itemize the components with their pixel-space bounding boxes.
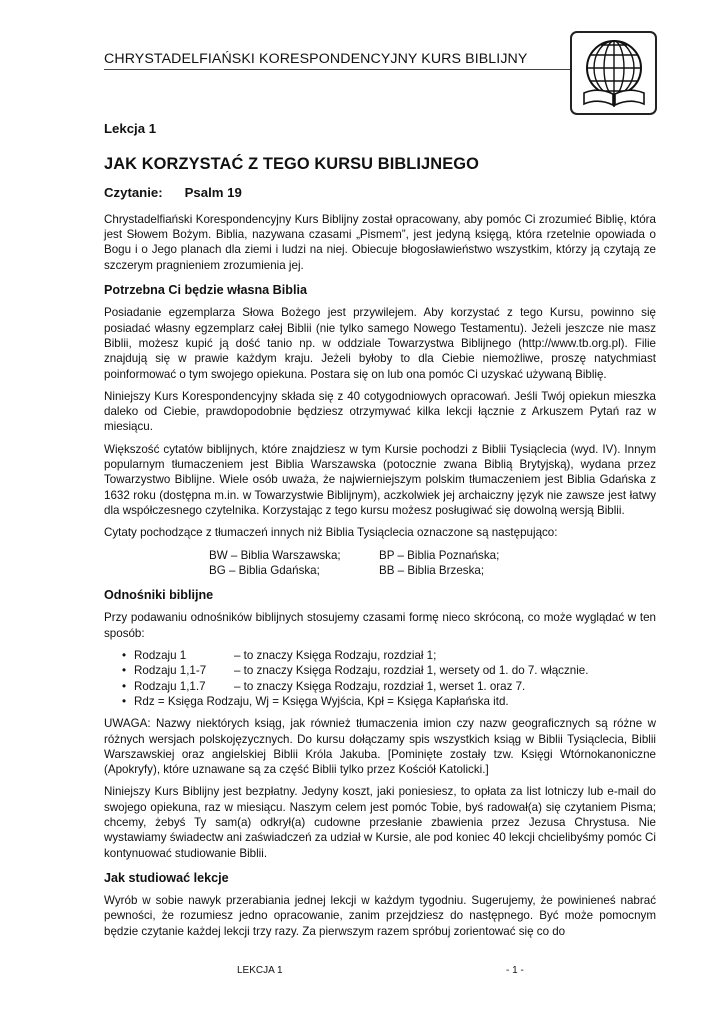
- bullet: •: [122, 649, 127, 663]
- abbrev-item: BW – Biblia Warszawska;: [209, 548, 341, 562]
- abbrev-item: BG – Biblia Gdańska;: [209, 563, 320, 577]
- list-item: [122, 663, 656, 678]
- reference-list: [122, 648, 656, 709]
- ref-term: Rdz = Księga Rodzaju, Wj = Księga Wyjścia, Kpł = Księga Kapłańska itd.: [134, 694, 509, 708]
- list-item: [122, 679, 656, 694]
- bullet: •: [122, 664, 127, 678]
- bullet: •: [122, 679, 127, 693]
- list-item: [122, 648, 656, 663]
- reading-label: Czytanie:: [104, 184, 163, 200]
- paragraph: Większość cytatów biblijnych, które znajdziesz w tym Kursie pochodzi z Biblii Tysiąclecia (wyd. IV). Innym popularnym tłumaczeniem jest Biblia Warszawska (potocznie zwana Biblią Brytyjską), wydana przez Towarzystwo Biblijne. Wiele osób uważa, że najwierniejszym polskim tłumaczeniem jest Biblia Gdańska z 1632 roku (dostępna m.in. w Towarzystwie Biblijnym), aczkolwiek jej archaiczny język nie zawsze jest łatwy dla współczesnego czytelnika. Korzystając z tego kursu możesz posługiwać się dowolną wersją Biblii.: [104, 442, 656, 517]
- page-title: JAK KORZYSTAĆ Z TEGO KURSU BIBLIJNEGO: [104, 155, 479, 174]
- ref-desc: – to znaczy Księga Rodzaju, rozdział 1, werset 1. oraz 7.: [234, 679, 526, 693]
- header-rule: [104, 69, 570, 70]
- ref-desc: – to znaczy Księga Rodzaju, rozdział 1;: [234, 649, 437, 663]
- bullet: •: [122, 694, 127, 708]
- paragraph: Przy podawaniu odnośników biblijnych stosujemy czasami formę nieco skróconą, co może wyglądać w ten sposób:: [104, 611, 656, 640]
- header-title: CHRYSTADELFIAŃSKI KORESPONDENCYJNY KURS BIBLIJNY: [104, 51, 528, 67]
- reading-line: [104, 185, 656, 200]
- lesson-label: Lekcja 1: [104, 121, 157, 136]
- intro-paragraph: Chrystadelfiański Korespondencyjny Kurs Biblijny został opracowany, aby pomóc Ci zrozumieć Biblię, która jest Słowem Bożym. Biblia, nazywana czasami „Pismem”, jest jedyną księgą, która rzetelnie opowiada o Bogu i o Jego planach dla ziemi i ludzi na niej. Obiecuje błogosławieństwo wszystkim, którzy ją czytają ze szczerym pragnieniem zrozumienia jej.: [104, 212, 656, 272]
- paragraph: Wyrób w sobie nawyk przerabiania jednej lekcji w każdym tygodniu. Sugerujemy, że powinieneś nabrać pewności, że rozumiesz jedno opracowanie, zanim przejdziesz do następnego. Być może pomocnym będzie czytanie każdej lekcji trzy razy. Za pierwszym razem spróbuj zorientować się co do: [104, 894, 656, 938]
- abbrev-item: BB – Biblia Brzeska;: [379, 563, 485, 577]
- ref-term: Rodzaju 1: [134, 649, 187, 663]
- lesson-content: [104, 121, 656, 946]
- globe-bible-icon: [570, 31, 657, 115]
- ref-term: Rodzaju 1,1-7: [134, 664, 207, 678]
- paragraph: UWAGA: Nazwy niektórych ksiąg, jak również tłumaczenia imion czy nazw geograficznych są różne w różnych wersjach polskojęzycznych. Do kursu dołączamy spis wszystkich ksiąg w Biblii Tysiąclecia, Biblii Warszawskiej oraz angielskiej Biblii Króla Jakuba. [Pominięte zostały tzw. Księgi Wtórnokanoniczne (Apokryfy), które uznawane są za część Biblii tylko przez Kościół Katolicki.]: [104, 717, 656, 777]
- list-item: [122, 694, 656, 709]
- ref-desc: – to znaczy Księga Rodzaju, rozdział 1, wersety od 1. do 7. włącznie.: [234, 664, 589, 678]
- reading-ref: Psalm 19: [184, 184, 242, 200]
- section-heading-study: Jak studiować lekcje: [104, 870, 229, 885]
- ref-term: Rodzaju 1,1.7: [134, 679, 206, 693]
- paragraph: Cytaty pochodzące z tłumaczeń innych niż Biblia Tysiąclecia oznaczone są następująco:: [104, 526, 558, 540]
- paragraph: Posiadanie egzemplarza Słowa Bożego jest przywilejem. Aby korzystać z tego Kursu, powinno się posiadać własny egzemplarz całej Biblii (nie tylko samego Nowego Testamentu). Jeżeli jeszcze nie masz Biblii, możesz kupić ją dość tanio np. w oddziale Towarzystwa Biblijnego (http://www.tb.org.pl). Filie znajdują się w prawie każdym kraju. Jeżeli byłoby to dla Ciebie niemożliwe, proszę natychmiast poinformować o tym swojego opiekuna. Postara się on lub ona pomóc Ci uzyskać używaną Biblię.: [104, 306, 656, 381]
- section-heading-references: Odnośniki biblijne: [104, 588, 214, 603]
- paragraph: Niniejszy Kurs Korespondencyjny składa się z 40 cotygodniowych opracowań. Jeśli Twój opiekun mieszka daleko od Ciebie, prawdopodobnie będziesz otrzymywać kilka lekcji łącznie z Arkuszem Pytań raz w miesiącu.: [104, 389, 656, 434]
- footer-lesson: LEKCJA 1: [237, 965, 283, 976]
- section-heading-bible: Potrzebna Ci będzie własna Biblia: [104, 283, 307, 298]
- abbrev-item: BP – Biblia Poznańska;: [379, 548, 500, 562]
- abbreviation-list: [209, 548, 656, 579]
- page-number: - 1 -: [506, 965, 524, 976]
- paragraph: Niniejszy Kurs Biblijny jest bezpłatny. Jedyny koszt, jaki poniesiesz, to opłata za list lotniczy lub e-mail do swojego opiekuna, raz w miesiącu. Naszym celem jest pomóc Tobie, byś radował(a) się czytaniem Pisma; chcemy, żebyś Ty sam(a) odkrył(a) cudowne przesłanie zbawienia przez Jezusa Chrystusa. Nie wystawiamy świadectw ani zaświadczeń za udział w Kursie, ale pod koniec 40 lekcji chcielibyśmy pomóc Ci kontynuować studiowanie Biblii.: [104, 785, 656, 860]
